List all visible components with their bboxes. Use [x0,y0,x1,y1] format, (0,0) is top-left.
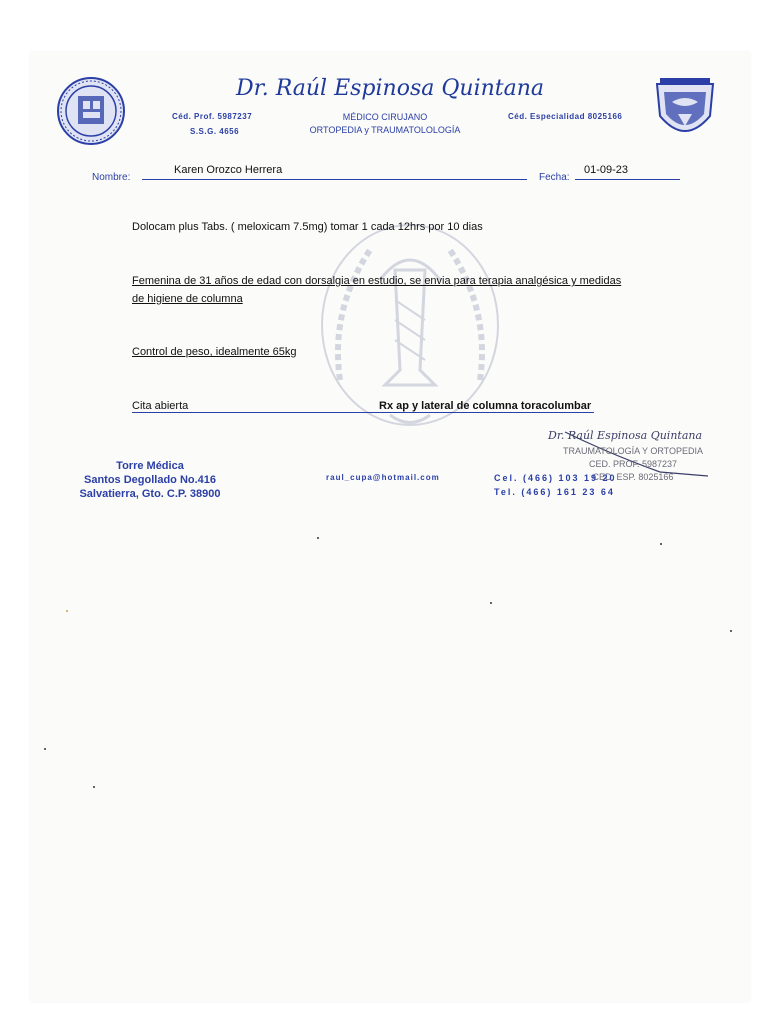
ced-prof: Céd. Prof. 5987237 [172,112,253,121]
date-label: Fecha: [539,172,570,183]
phone-block [494,471,617,499]
scan-speck [66,610,68,612]
stamp-signature: Dr. Raúl Espinosa Quintana [548,429,703,442]
ced-especialidad: Céd. Especialidad 8025166 [508,112,623,121]
title-line2: ORTOPEDIA y TRAUMATOLOLOGÍA [309,125,461,135]
scan-speck [490,602,492,604]
rx-line-medication: Dolocam plus Tabs. ( meloxicam 7.5mg) tomar 1 cada 12hrs por 10 dias [132,221,483,233]
stamp-line1: TRAUMATOLOGÍA Y ORTOPEDIA [562,446,704,456]
address-line1: Torre Médica [116,460,184,472]
scan-speck [730,630,732,632]
date-underline [575,179,680,180]
doctor-name: Dr. Raúl Espinosa Quintana [235,76,545,101]
rx-line-weight: Control de peso, idealmente 65kg [132,346,297,358]
ssa-seal-icon [56,76,126,146]
name-label: Nombre: [92,172,131,183]
rx-line-appointment: Cita abierta [132,400,189,412]
rx-line-diagnosis-cont: de higiene de columna [132,293,243,305]
stamp-line2: CED. PROF. 5987237 [588,459,678,469]
address-line2: Santos Degollado No.416 [83,474,217,486]
scan-speck [44,748,46,750]
scan-speck [660,543,662,545]
stamp-line3: CED. ESP. 8025166 [592,472,674,482]
title-line1: MÉDICO CIRUJANO [342,112,428,122]
tel-phone: Tel. (466) 161 23 64 [494,487,615,497]
address-line3: Salvatierra, Gto. C.P. 38900 [79,488,221,500]
email: raul_cupa@hotmail.com [326,473,440,482]
scan-speck [93,786,95,788]
scan-speck [317,537,319,539]
ssg-number: S.S.G. 4656 [190,127,240,136]
address-block [70,459,230,501]
rx-line-diagnosis: Femenina de 31 años de edad con dorsalgia en estudio, se envia para terapia analgésica y medidas [132,275,622,287]
patient-name: Karen Orozco Herrera [174,164,283,176]
rx-line-xray: Rx ap y lateral de columna toracolumbar [379,400,592,412]
unam-crest-icon [652,76,718,144]
prescription-sheet [30,52,750,1002]
name-underline [142,179,527,180]
date-value: 01-09-23 [584,164,629,176]
cell-phone: Cel. (466) 103 19 20 [494,473,617,483]
